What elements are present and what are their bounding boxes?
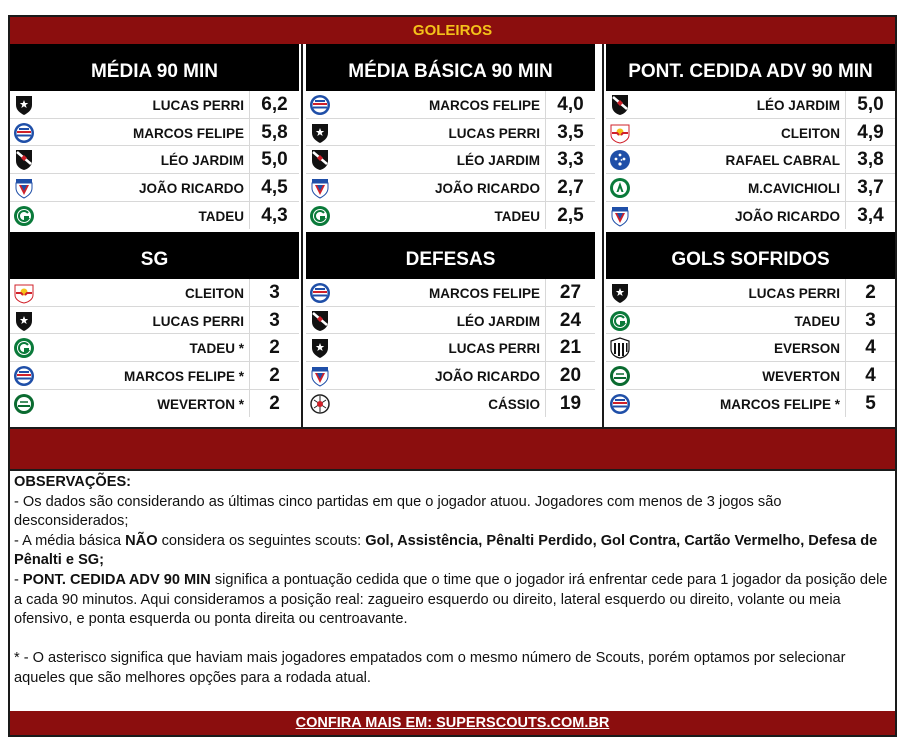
observation-asterisk-note: * - O asterisco significa que haviam mais jogadores empatados com o mesmo número de Scouts, porém optamos por selecionar aqueles que são melhores opções para a rodada atual. [14,650,846,686]
player-row [606,334,895,362]
observation-data-note: - Os dados são considerando as últimas cinco partidas em que o jogador atuou. Jogadores com menos de 3 jogos são desconsiderados; [14,493,782,530]
player-row [306,91,595,119]
player-name: EVERSON [773,341,840,357]
player-row [606,307,895,335]
goias-crest-icon [13,337,35,359]
section-title: GOLEIROS [10,17,895,44]
goias-crest-icon [309,205,331,227]
player-row [10,362,299,390]
ranking-panel [606,44,895,229]
player-name: WEVERTON [762,369,840,385]
panel-title: PONT. CEDIDA ADV 90 MIN [606,44,895,91]
player-row [10,146,299,174]
botafogo-crest-icon [309,337,331,359]
player-stat-value: 5,8 [249,119,299,147]
player-row [606,390,895,418]
player-row [306,174,595,202]
fortaleza-crest-icon [309,177,331,199]
player-name: M.CAVICHIOLI [748,181,840,197]
player-stat-value: 3 [249,279,299,307]
player-row [306,362,595,390]
player-name: TADEU * [189,341,244,357]
player-stat-value: 3,7 [845,174,895,202]
bahia-crest-icon [609,393,631,415]
player-name: LUCAS PERRI [448,341,540,357]
player-stat-value: 4,3 [249,202,299,230]
player-row [10,390,299,418]
player-row [10,307,299,335]
goias-crest-icon [609,310,631,332]
observations-heading: OBSERVAÇÕES: [14,474,132,490]
player-name: LUCAS PERRI [152,98,244,113]
player-name: JOÃO RICARDO [734,208,840,224]
player-stat-value: 4 [845,334,895,362]
bahia-crest-icon [309,94,331,116]
bragantino-crest-icon [609,122,631,144]
column-divider [301,44,303,427]
player-name: CÁSSIO [488,396,540,412]
player-name: LUCAS PERRI [152,313,244,329]
player-name: TADEU [794,313,840,329]
palmeiras-crest-icon [13,393,35,415]
observations [14,473,894,689]
player-row [306,279,595,307]
player-row [306,146,595,174]
ranking-panel [606,232,895,417]
player-stat-value: 4,9 [845,119,895,147]
ranking-panel [10,44,299,229]
fortaleza-crest-icon [309,365,331,387]
player-stat-value: 5,0 [845,91,895,119]
player-row [10,334,299,362]
player-stat-value: 4,0 [545,91,595,119]
panel-title: DEFESAS [306,232,595,279]
player-stat-value: 4,5 [249,174,299,202]
bahia-crest-icon [13,122,35,144]
player-stat-value: 21 [545,334,595,362]
player-row [606,174,895,202]
player-row [306,202,595,230]
player-stat-value: 3,8 [845,146,895,174]
corinthians-crest-icon [309,393,331,415]
bahia-crest-icon [13,365,35,387]
player-stat-value: 3 [845,307,895,335]
vasco-crest-icon [309,310,331,332]
player-name: RAFAEL CABRAL [725,153,840,169]
player-name: CLEITON [780,125,840,141]
vasco-crest-icon [13,149,35,171]
observation-basic-average: - A média básica NÃO considera os seguintes scouts: Gol, Assistência, Pênalti Perdido, Gol Contra, Cartão Vermelho, Defesa de Pênalti e SG; [14,532,878,569]
ranking-panel [306,232,595,417]
cruzeiro-crest-icon [609,149,631,171]
player-row [10,119,299,147]
vasco-crest-icon [309,149,331,171]
player-name: LÉO JARDIM [160,153,244,169]
player-stat-value: 2 [845,279,895,307]
player-row [306,119,595,147]
player-stat-value: 3 [249,307,299,335]
player-stat-value: 3,3 [545,146,595,174]
player-stat-value: 2,5 [545,202,595,230]
ranking-panel [10,232,299,417]
player-name: MARCOS FELIPE [428,98,540,113]
america-crest-icon [609,177,631,199]
player-row [10,91,299,119]
player-stat-value: 2,7 [545,174,595,202]
player-name: TADEU [494,208,540,224]
panel-title: MÉDIA 90 MIN [10,44,299,91]
goalkeepers-card [8,15,897,737]
player-name: TADEU [198,208,244,224]
player-name: MARCOS FELIPE * [719,396,840,412]
player-row [606,279,895,307]
column-divider [602,44,604,427]
player-row [606,202,895,230]
player-stat-value: 2 [249,390,299,418]
fortaleza-crest-icon [609,205,631,227]
player-name: MARCOS FELIPE [428,286,540,301]
player-name: JOÃO RICARDO [138,181,244,197]
player-row [10,279,299,307]
footer-link[interactable]: CONFIRA MAIS EM: SUPERSCOUTS.COM.BR [10,711,895,735]
player-name: JOÃO RICARDO [434,369,540,385]
player-stat-value: 24 [545,307,595,335]
panel-title: GOLS SOFRIDOS [606,232,895,279]
bragantino-crest-icon [13,282,35,304]
botafogo-crest-icon [13,94,35,116]
player-name: LÉO JARDIM [456,153,540,169]
fortaleza-crest-icon [13,177,35,199]
player-stat-value: 19 [545,390,595,418]
player-stat-value: 27 [545,279,595,307]
botafogo-crest-icon [309,122,331,144]
panel-title: SG [10,232,299,279]
player-stat-value: 2 [249,362,299,390]
player-name: LÉO JARDIM [756,98,840,113]
player-stat-value: 3,5 [545,119,595,147]
player-stat-value: 5 [845,390,895,418]
player-row [606,146,895,174]
player-row [606,362,895,390]
player-name: JOÃO RICARDO [434,181,540,197]
player-row [306,334,595,362]
player-row [606,91,895,119]
player-stat-value: 4 [845,362,895,390]
observation-points-conceded: - PONT. CEDIDA ADV 90 MIN significa a pontuação cedida que o time que o jogador irá enfrentar cede para 1 jogador da posição dele a cada 90 minutos. Aqui consideramos a posição real: zagueiro esquerdo ou direito, lateral esquerdo ou direito, volante ou meia ofensivo, e ponta esquerda ou ponta direita ou centroavante. [14,571,888,628]
bahia-crest-icon [309,282,331,304]
player-stat-value: 2 [249,334,299,362]
botafogo-crest-icon [609,282,631,304]
player-stat-value: 20 [545,362,595,390]
atletico-mg-crest-icon [609,337,631,359]
panel-title: MÉDIA BÁSICA 90 MIN [306,44,595,91]
botafogo-crest-icon [13,310,35,332]
player-name: MARCOS FELIPE [132,125,244,141]
player-row [306,307,595,335]
player-name: MARCOS FELIPE * [123,369,244,385]
player-name: LÉO JARDIM [456,313,540,329]
red-band [10,427,895,471]
player-row [606,119,895,147]
player-row [10,202,299,230]
player-stat-value: 5,0 [249,146,299,174]
player-row [10,174,299,202]
ranking-panel [306,44,595,229]
player-name: LUCAS PERRI [448,125,540,141]
palmeiras-crest-icon [609,365,631,387]
player-name: CLEITON [184,286,244,301]
goias-crest-icon [13,205,35,227]
player-name: WEVERTON * [157,396,244,412]
vasco-crest-icon [609,94,631,116]
player-stat-value: 6,2 [249,91,299,119]
player-stat-value: 3,4 [845,202,895,230]
player-row [306,390,595,418]
player-name: LUCAS PERRI [748,286,840,301]
